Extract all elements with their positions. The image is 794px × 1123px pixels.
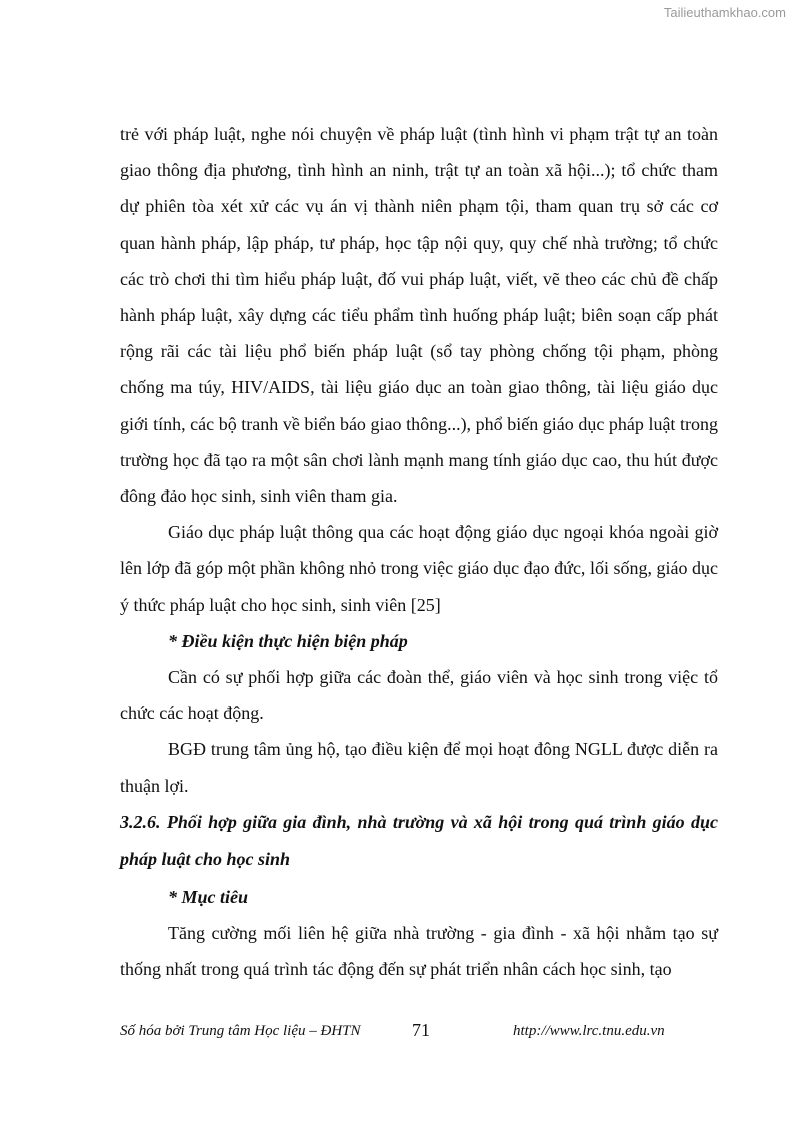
page-body [120,116,718,988]
watermark: Tailieuthamkhao.com [663,5,786,20]
subheading-conditions: * Điều kiện thực hiện biện pháp [168,630,408,651]
paragraph-coordination: Cần có sự phối hợp giữa các đoàn thể, giáo viên và học sinh trong việc tổ chức các hoạt động. [120,667,718,724]
paragraph-extracurricular: Giáo dục pháp luật thông qua các hoạt động giáo dục ngoại khóa ngoài giờ lên lớp đã góp một phần không nhỏ trong việc giáo dục đạo đức, lối sống, giáo dục ý thức pháp luật cho học sinh, sinh viên [25] [120,522,718,615]
paragraph-strengthen-links: Tăng cường mối liên hệ giữa nhà trường - gia đình - xã hội nhằm tạo sự thống nhất trong quá trình tác động đến sự phát triển nhân cách học sinh, tạo [120,923,718,980]
section-heading-3-2-6: 3.2.6. Phối hợp giữa gia đình, nhà trường và xã hội trong quá trình giáo dục pháp luật cho học sinh [120,811,718,870]
page-footer [120,1020,718,1044]
subheading-objectives: * Mục tiêu [168,887,249,908]
paragraph-board-support: BGĐ trung tâm ủng hộ, tạo điều kiện để mọi hoạt đông NGLL được diễn ra thuận lợi. [120,739,718,796]
page-number: 71 [412,1020,430,1040]
footer-digitized-by: Số hóa bởi Trung tâm Học liệu – ĐHTN [120,1023,361,1039]
footer-url[interactable]: http://www.lrc.tnu.edu.vn [513,1023,665,1039]
paragraph-activities: trẻ với pháp luật, nghe nói chuyện về pháp luật (tình hình vi phạm trật tự an toàn giao thông địa phương, tình hình an ninh, trật tự an toàn xã hội...); tổ chức tham dự phiên tòa xét xử các vụ án vị thành niên phạm tội, tham quan trụ sở các cơ quan hành pháp, lập pháp, tư pháp, học tập nội quy, quy chế nhà trường; tổ chức các trò chơi thi tìm hiểu pháp luật, đố vui pháp luật, viết, vẽ theo các chủ đề chấp hành pháp luật, xây dựng các tiểu phẩm tình huống pháp luật; biên soạn cấp phát rộng rãi các tài liệu phổ biến pháp luật (sổ tay phòng chống tội phạm, phòng chống ma túy, HIV/AIDS, tài liệu giáo dục an toàn giao thông, tài liệu giáo dục giới tính, các bộ tranh về biển báo giao thông...), phổ biến giáo dục pháp luật trong trường học đã tạo ra một sân chơi lành mạnh mang tính giáo dục cao, thu hút được đông đảo học sinh, sinh viên tham gia. [120,124,718,507]
